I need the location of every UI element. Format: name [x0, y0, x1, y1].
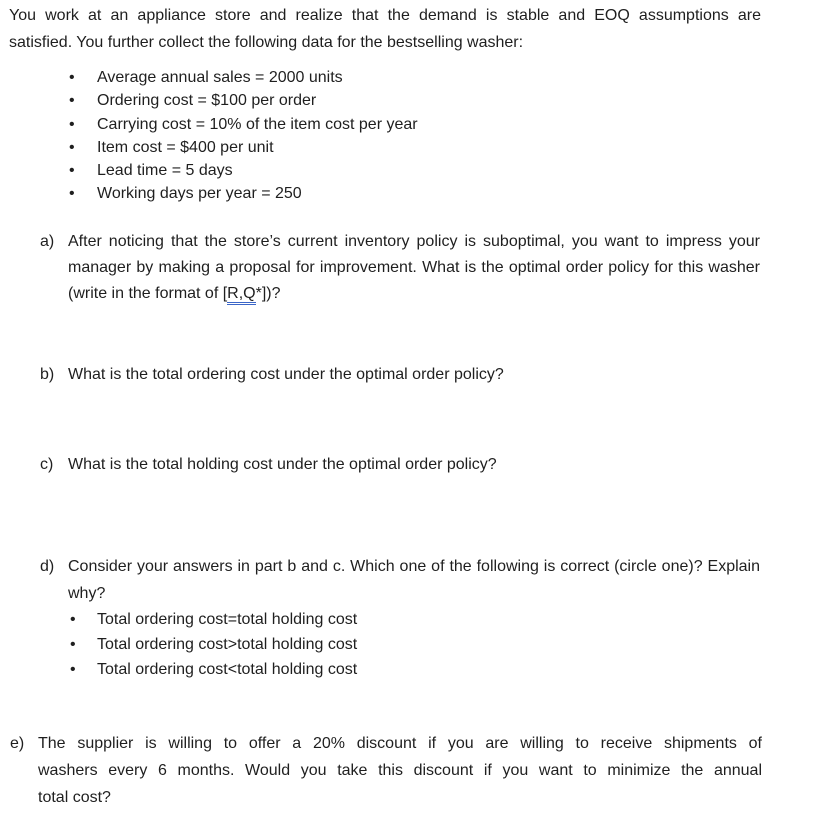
question-b [40, 362, 760, 388]
bullet-item [69, 113, 669, 136]
question-a [40, 229, 760, 307]
bullet-item-text: Lead time = 5 days [97, 162, 233, 180]
bullet-item-text: Ordering cost = $100 per order [97, 92, 317, 110]
option-item [68, 607, 760, 632]
bullet-icon: • [69, 185, 75, 203]
question-c-text: What is the total holding cost under the optimal order policy? [68, 456, 497, 473]
question-e-line-3: total cost? [38, 789, 111, 806]
question-a-line-3 [68, 281, 760, 307]
question-c [40, 452, 760, 478]
problem-intro [9, 2, 761, 56]
option-text: Total ordering cost>total holding cost [97, 636, 358, 654]
bullet-icon: • [70, 611, 76, 628]
bullet-item [69, 66, 669, 89]
intro-line-1: You work at an appliance store and realize that the demand is stable and EOQ assumptions are [9, 7, 761, 24]
bullet-icon: • [70, 661, 76, 679]
question-e-label: e) [10, 735, 25, 752]
question-b-label: b) [40, 366, 55, 383]
option-text: Total ordering cost<total holding cost [97, 661, 358, 679]
option-item [68, 657, 760, 682]
bullet-icon: • [69, 138, 75, 156]
bullet-item-text: Average annual sales = 2000 units [97, 69, 343, 86]
bullet-item-text: Item cost = $400 per unit [97, 138, 274, 156]
bullet-item [69, 159, 669, 182]
question-d-line-1: Consider your answers in part b and c. Which one of the following is correct (circle one)? Explain [68, 558, 760, 575]
question-a-label: a) [40, 233, 55, 250]
question-e-line-2: washers every 6 months. Would you take this discount if you want to minimize the annual [38, 762, 762, 779]
bullet-item [69, 182, 669, 205]
rq-underlined: R,Q [227, 285, 255, 305]
format-prefix-text: (write in the format of [ [68, 285, 228, 302]
question-c-label: c) [40, 456, 54, 473]
question-a-line-1: After noticing that the store’s current inventory policy is suboptimal, you want to impress your [68, 233, 760, 250]
option-item [68, 632, 760, 657]
option-text: Total ordering cost=total holding cost [97, 611, 358, 628]
question-a-body [68, 229, 760, 307]
bullet-icon: • [69, 69, 75, 86]
bullet-icon: • [69, 92, 75, 110]
bullet-icon: • [69, 115, 75, 133]
bullet-icon: • [69, 162, 75, 180]
bullet-icon: • [70, 636, 76, 654]
bullet-item [69, 89, 669, 112]
intro-line-2: satisfied. You further collect the following data for the bestselling washer: [9, 34, 524, 51]
question-e-line-1: The supplier is willing to offer a 20% discount if you are willing to receive shipments of [38, 735, 762, 752]
question-e [10, 730, 762, 811]
question-d-label: d) [40, 558, 55, 575]
question-d-options [68, 607, 760, 683]
format-suffix-text: *])? [255, 285, 281, 302]
question-d-line-2: why? [68, 585, 106, 602]
question-a-line-2: manager by making a proposal for improvement. What is the optimal order policy for this washer [68, 259, 760, 276]
question-b-text: What is the total ordering cost under the optimal order policy? [68, 366, 504, 383]
bullet-item [69, 136, 669, 159]
data-bullet-list [69, 66, 669, 206]
bullet-item-text: Working days per year = 250 [97, 185, 302, 203]
question-d [40, 553, 760, 683]
bullet-item-text: Carrying cost = 10% of the item cost per year [97, 115, 418, 133]
